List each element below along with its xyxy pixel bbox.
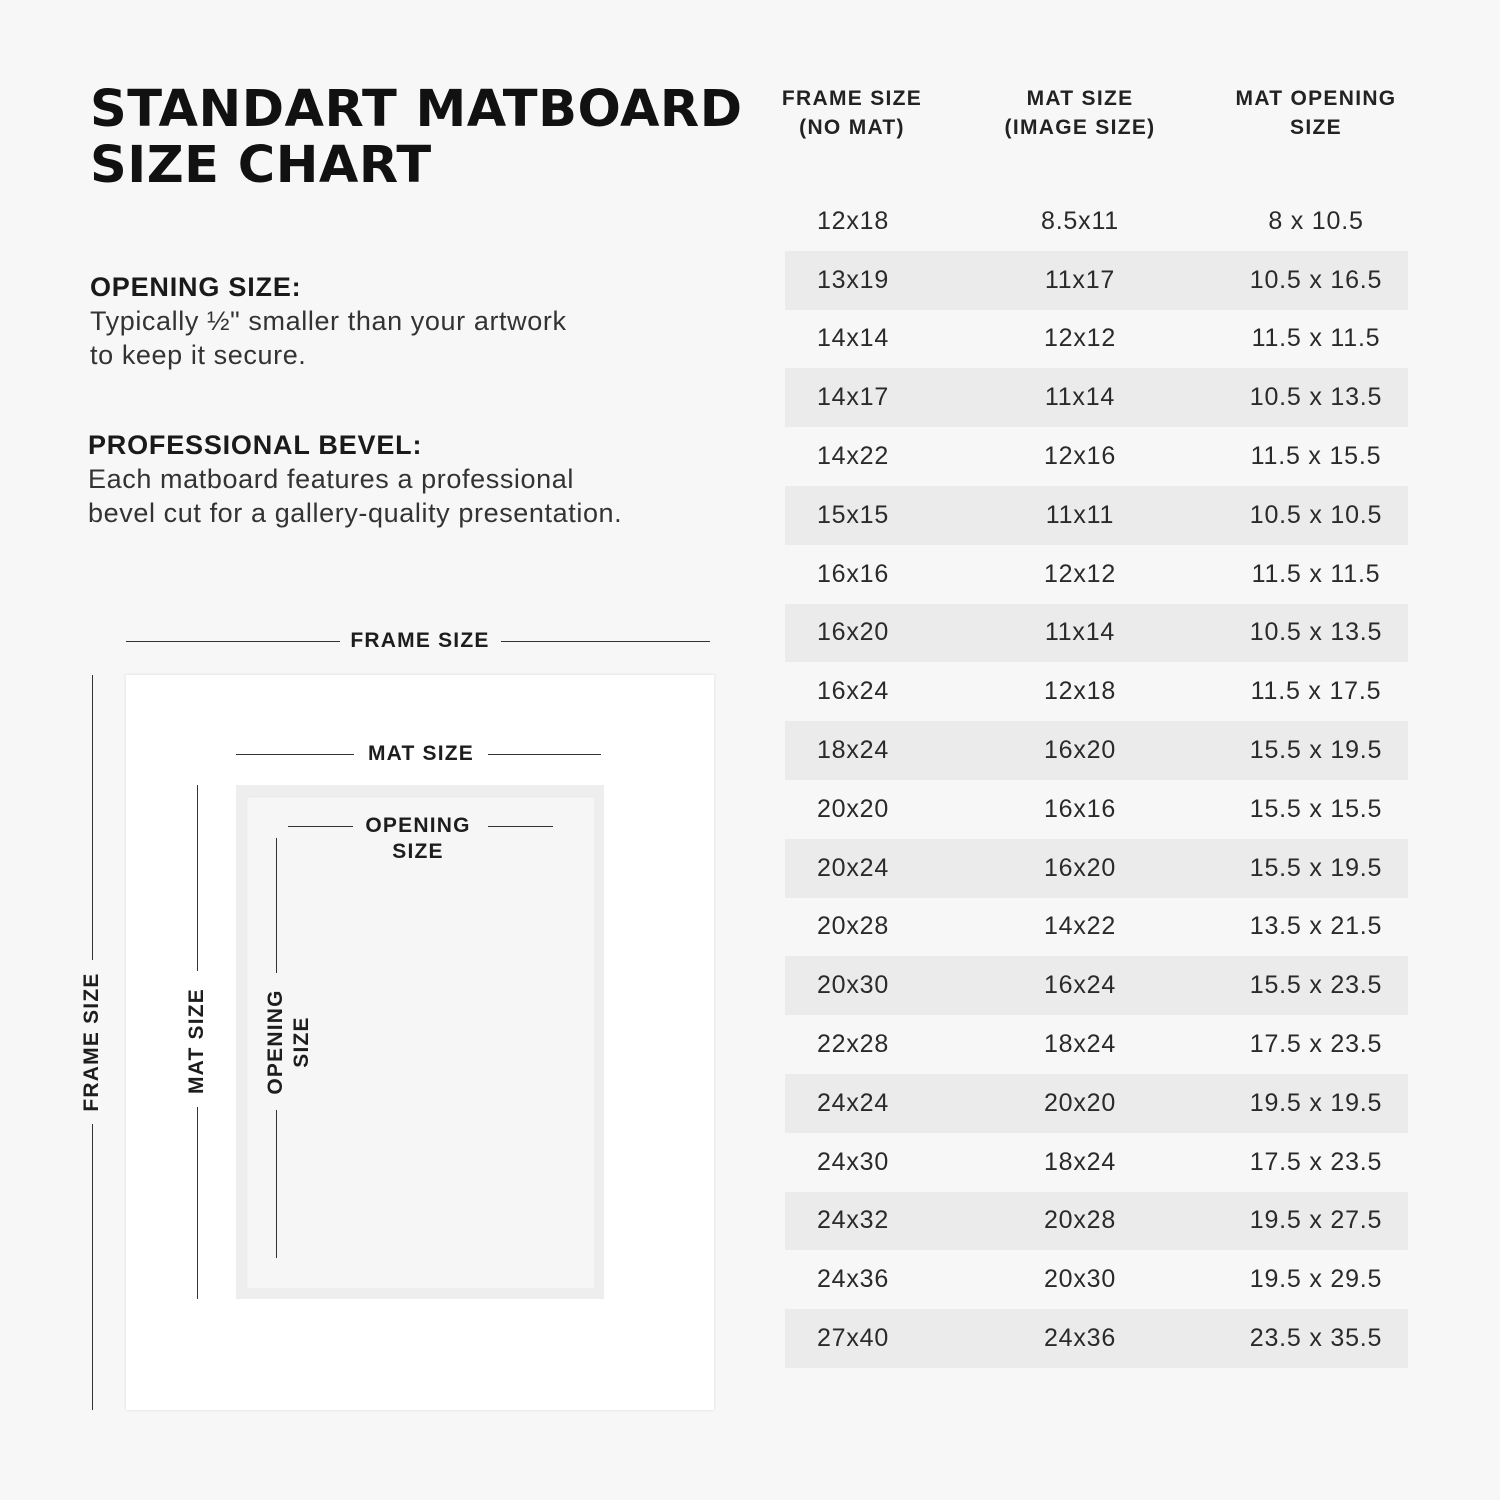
mat-size-cell: 11x17 [1044,265,1116,294]
frame-size-cell: 18x24 [816,736,890,765]
opening-size-line-left [288,826,353,827]
column-header-mat-opening: MAT OPENING SIZE [1235,87,1397,139]
mat-size-cell: 12x12 [1043,324,1117,353]
opening-size-label: OPENING SIZE [365,814,471,863]
mat-size-cell: 11x14 [1044,618,1116,647]
opening-size-vline-top [276,838,277,973]
mat-size-cell: 12x12 [1043,559,1117,588]
frame-size-cell: 14x17 [816,383,890,412]
mat-size-cell: 16x24 [1043,971,1117,1000]
table-row [785,427,1408,486]
mat-opening-cell: 11.5 x 17.5 [1250,677,1382,706]
frame-size-cell: 14x14 [816,324,890,353]
mat-opening-cell: 8 x 10.5 [1268,206,1364,235]
mat-size-label: MAT SIZE [367,742,475,765]
mat-size-cell: 18x24 [1043,1030,1117,1059]
table-row [785,486,1408,545]
mat-opening-cell: 15.5 x 19.5 [1249,736,1383,765]
frame-size-cell: 22x28 [816,1030,890,1059]
frame-size-cell: 24x32 [816,1206,890,1235]
frame-size-cell: 16x16 [816,559,890,588]
table-row [785,1250,1408,1309]
table-row [785,780,1408,839]
mat-size-cell: 18x24 [1043,1147,1117,1176]
frame-size-vline-top [92,675,93,960]
mat-opening-cell: 13.5 x 21.5 [1249,912,1383,941]
table-row [785,1309,1408,1368]
table-row [785,368,1408,427]
mat-opening-cell: 11.5 x 15.5 [1250,442,1382,471]
mat-size-vline-top [197,785,198,971]
mat-opening-cell: 10.5 x 10.5 [1249,500,1383,529]
frame-size-cell: 24x36 [816,1265,890,1294]
mat-opening-cell: 17.5 x 23.5 [1249,1147,1383,1176]
mat-size-cell: 20x30 [1043,1265,1117,1294]
mat-opening-cell: 17.5 x 23.5 [1249,1030,1383,1059]
mat-size-line-left [236,754,354,755]
table-row [785,839,1408,898]
table-row [785,604,1408,663]
mat-size-cell: 14x22 [1043,912,1117,941]
frame-size-cell: 12x18 [816,206,890,235]
table-row [785,662,1408,721]
mat-size-cell: 20x20 [1043,1088,1117,1117]
table-row [785,192,1408,251]
frame-size-vlabel: FRAME SIZE [80,972,103,1112]
mat-size-cell: 16x20 [1043,853,1117,882]
table-row [785,1192,1408,1251]
table-row [785,956,1408,1015]
frame-size-line-right [501,641,710,642]
page-title [90,82,770,194]
table-row [785,310,1408,369]
column-header-frame-size: FRAME SIZE (NO MAT) [781,87,923,139]
note-body: Each matboard features a professional bevel cut for a gallery-quality presentation. [88,464,623,528]
frame-size-cell: 15x15 [816,500,890,529]
mat-size-cell: 16x16 [1043,794,1117,823]
table-row [785,1015,1408,1074]
mat-opening-cell: 23.5 x 35.5 [1249,1324,1383,1353]
frame-size-cell: 20x28 [816,912,890,941]
mat-size-vlabel: MAT SIZE [185,987,208,1095]
table-row [785,721,1408,780]
frame-size-line-left [126,641,340,642]
mat-opening-cell: 11.5 x 11.5 [1251,559,1381,588]
opening-size-note [90,270,730,372]
frame-size-cell: 24x24 [816,1088,890,1117]
frame-size-cell: 16x24 [816,677,890,706]
mat-opening-cell: 15.5 x 15.5 [1249,794,1383,823]
frame-size-cell: 16x20 [816,618,890,647]
frame-size-cell: 24x30 [816,1147,890,1176]
mat-size-cell: 24x36 [1043,1324,1117,1353]
professional-bevel-note [88,428,748,530]
mat-size-vline-bottom [197,1107,198,1299]
mat-size-cell: 11x11 [1045,500,1115,529]
frame-size-vline-bottom [92,1124,93,1410]
opening-size-line-right [488,826,553,827]
note-body: Typically ½" smaller than your artwork to keep it secure. [90,306,567,370]
mat-size-cell: 11x14 [1044,383,1116,412]
mat-size-cell: 16x20 [1043,736,1117,765]
opening-size-vlabel: OPENING SIZE [264,989,313,1095]
frame-size-cell: 20x24 [816,853,890,882]
mat-opening-cell: 10.5 x 13.5 [1249,383,1383,412]
mat-size-cell: 12x18 [1043,677,1117,706]
mat-opening-cell: 10.5 x 13.5 [1249,618,1383,647]
table-body [785,192,1408,1368]
frame-size-label: FRAME SIZE [350,629,490,652]
mat-size-cell: 12x16 [1043,442,1117,471]
mat-opening-cell: 15.5 x 19.5 [1249,853,1383,882]
mat-opening-cell: 19.5 x 29.5 [1249,1265,1383,1294]
note-heading: PROFESSIONAL BEVEL: [88,430,423,460]
table-row [785,545,1408,604]
mat-opening-cell: 19.5 x 19.5 [1249,1088,1383,1117]
mat-opening-cell: 15.5 x 23.5 [1249,971,1383,1000]
mat-size-cell: 20x28 [1043,1206,1117,1235]
table-row [785,1074,1408,1133]
mat-opening-cell: 10.5 x 16.5 [1249,265,1383,294]
title-line-2: SIZE CHART [90,136,432,195]
column-header-mat-size: MAT SIZE (IMAGE SIZE) [1004,87,1156,139]
note-heading: OPENING SIZE: [90,272,302,302]
table-row [785,251,1408,310]
frame-size-cell: 20x30 [816,971,890,1000]
mat-opening-cell: 19.5 x 27.5 [1249,1206,1383,1235]
title-line-1: STANDART MATBOARD [90,80,743,139]
frame-size-cell: 20x20 [816,794,890,823]
mat-size-cell: 8.5x11 [1040,206,1119,235]
frame-size-cell: 13x19 [816,265,890,294]
table-row [785,1133,1408,1192]
opening-size-vline-bottom [276,1110,277,1258]
frame-size-cell: 27x40 [816,1324,890,1353]
mat-opening-cell: 11.5 x 11.5 [1251,324,1381,353]
table-row [785,898,1408,957]
mat-size-line-right [488,754,601,755]
frame-size-cell: 14x22 [816,442,890,471]
